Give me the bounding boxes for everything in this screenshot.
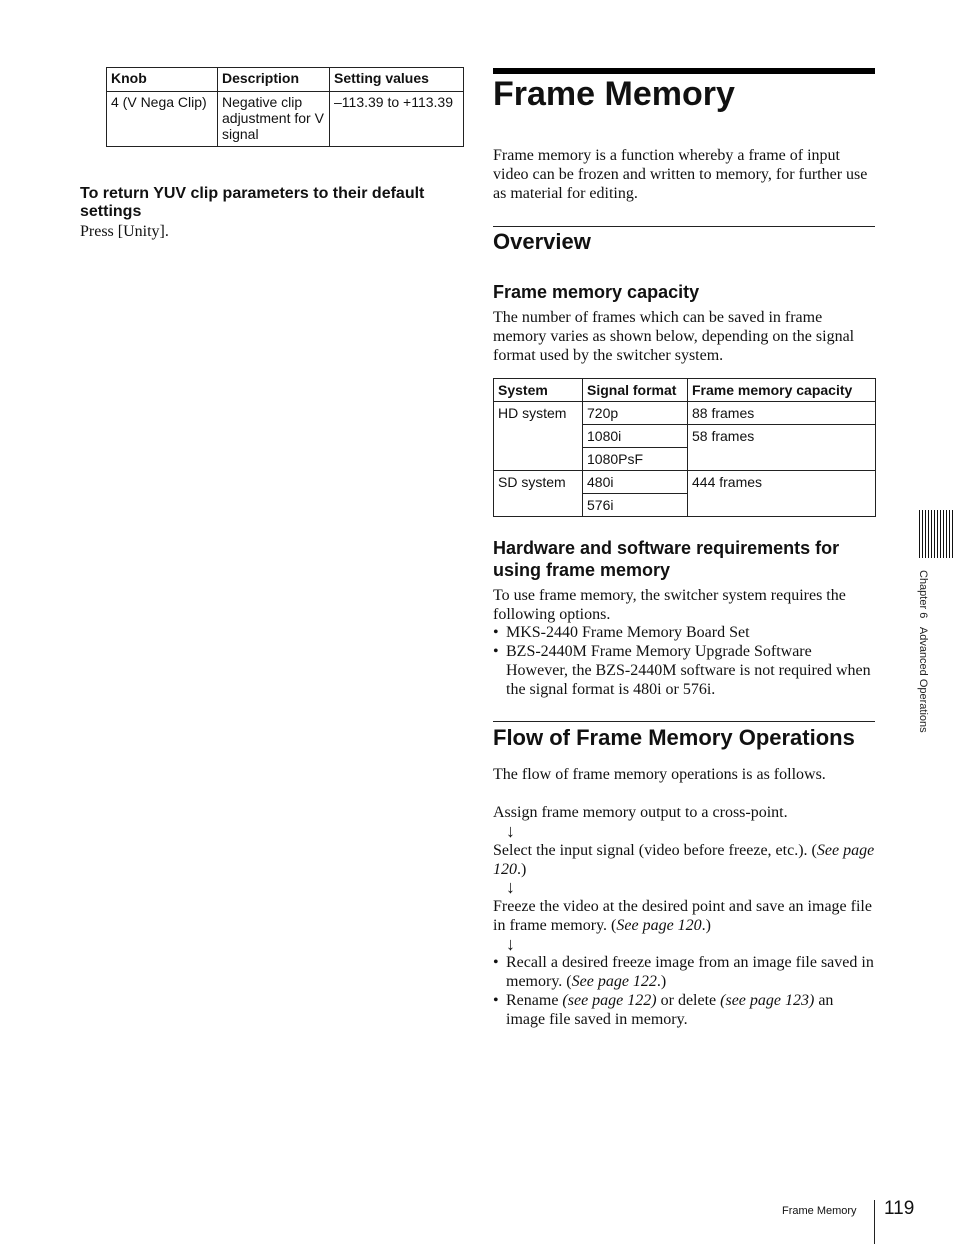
table-cell: 480i — [583, 471, 688, 494]
chapter-tab-marker — [919, 510, 953, 558]
table-cell: –113.39 to +113.39 — [330, 92, 464, 147]
flow-step: Select the input signal (video before freeze, etc.). (See page 120.) — [493, 842, 875, 878]
table-header-cell: Description — [218, 68, 330, 92]
table-header-cell: Frame memory capacity — [688, 379, 876, 402]
flow-step: Freeze the video at the desired point and save an image file in frame memory. (See page 120.) — [493, 898, 872, 934]
body-text: Press [Unity]. — [80, 223, 169, 240]
table-cell: 1080PsF — [583, 448, 688, 471]
table-cell: 1080i — [583, 425, 688, 448]
requirements-heading: Hardware and software requirements for using frame memory — [493, 538, 840, 580]
footer-section-label: Frame Memory — [782, 1205, 857, 1217]
table-cell: 444 frames — [688, 471, 876, 517]
table-header-row — [494, 379, 876, 402]
flow-step: Assign frame memory output to a cross-point. — [493, 804, 788, 821]
page-reference-link[interactable]: See page 120 — [493, 842, 875, 878]
overview-heading: Overview — [493, 229, 591, 254]
list-item: • Rename (see page 122) or delete (see page 123) an image file saved in memory. — [493, 992, 834, 1028]
table-cell: 720p — [583, 402, 688, 425]
down-arrow-icon: ↓ — [506, 821, 515, 841]
table-header-cell: Knob — [107, 68, 218, 92]
section-heading: To return YUV clip parameters to their default settings — [80, 185, 425, 220]
section-rule — [493, 226, 875, 227]
table-header-row — [107, 68, 464, 92]
table-cell: Negative clip adjustment for V signal — [218, 92, 330, 147]
table-cell: 58 frames — [688, 425, 876, 471]
table-row — [494, 402, 876, 425]
knob-table — [106, 67, 464, 147]
page-number: 119 — [884, 1198, 915, 1219]
page-reference-link[interactable]: See page 120 — [616, 917, 702, 934]
flow-intro: The flow of frame memory operations is as follows. — [493, 766, 826, 783]
table-header-cell: Setting values — [330, 68, 464, 92]
flow-options-list — [493, 953, 875, 1029]
table-cell: SD system — [494, 471, 583, 517]
chapter-label: Chapter 6 Advanced Operations — [917, 570, 929, 733]
table-cell: 88 frames — [688, 402, 876, 425]
list-item: • BZS-2440M Frame Memory Upgrade Software However, the BZS-2440M software is not required when the signal format is 480i or 576i. — [493, 643, 871, 698]
requirements-list — [493, 623, 875, 699]
down-arrow-icon: ↓ — [506, 934, 515, 954]
table-header-cell: System — [494, 379, 583, 402]
list-item: • MKS-2440 Frame Memory Board Set — [493, 624, 750, 641]
capacity-heading: Frame memory capacity — [493, 282, 700, 302]
list-item: • Recall a desired freeze image from an image file saved in memory. (See page 122.) — [493, 954, 874, 990]
page-reference-link[interactable]: (see page 122) — [562, 992, 657, 1009]
section-rule — [493, 721, 875, 722]
capacity-paragraph: The number of frames which can be saved in frame memory varies as shown below, depending on the signal format used by the switcher system. — [493, 309, 855, 364]
bullet-icon: • — [493, 624, 499, 641]
flow-heading: Flow of Frame Memory Operations — [493, 725, 855, 750]
page-reference-link[interactable]: (see page 123) — [720, 992, 815, 1009]
table-row — [494, 471, 876, 494]
bullet-icon: • — [493, 643, 499, 660]
table-row — [107, 92, 464, 147]
table-cell: 4 (V Nega Clip) — [107, 92, 218, 147]
requirements-note: However, the BZS-2440M software is not required when the signal format is 480i or 576i. — [506, 662, 871, 698]
capacity-table — [493, 378, 876, 517]
requirements-paragraph: To use frame memory, the switcher system requires the following options. — [493, 587, 846, 623]
bullet-icon: • — [493, 992, 499, 1009]
bullet-icon: • — [493, 954, 499, 971]
table-header-cell: Signal format — [583, 379, 688, 402]
down-arrow-icon: ↓ — [506, 877, 515, 897]
page-title: Frame Memory — [493, 75, 735, 113]
intro-paragraph: Frame memory is a function whereby a frame of input video can be frozen and written to memory, for further use as material for editing. — [493, 147, 868, 202]
table-cell: HD system — [494, 402, 583, 471]
page-reference-link[interactable]: See page 122 — [571, 973, 657, 990]
table-cell: 576i — [583, 494, 688, 517]
footer-divider — [874, 1200, 875, 1244]
